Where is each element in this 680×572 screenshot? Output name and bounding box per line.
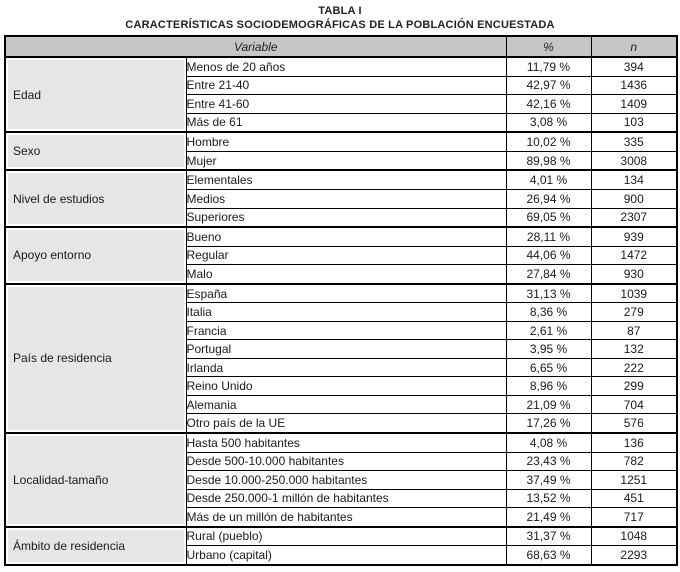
percent-cell: 2,61 % xyxy=(506,321,591,339)
percent-cell: 42,97 % xyxy=(506,76,591,94)
table-row xyxy=(5,170,677,189)
group-cell-apoyo-entorno xyxy=(5,227,186,284)
value-cell: Otro país de la UE xyxy=(186,414,506,433)
header-variable: Variable xyxy=(5,36,506,57)
count-cell: 717 xyxy=(591,508,677,527)
percent-cell: 10,02 % xyxy=(506,132,591,151)
table-caption: CARACTERÍSTICAS SOCIODEMOGRÁFICAS DE LA POBLACIÓN ENCUESTADA xyxy=(125,19,555,31)
percent-cell: 69,05 % xyxy=(506,208,591,227)
table-row xyxy=(5,527,677,546)
count-cell: 1048 xyxy=(591,527,677,546)
value-cell: Hombre xyxy=(186,132,506,151)
percent-cell: 31,37 % xyxy=(506,527,591,546)
percent-cell: 3,08 % xyxy=(506,113,591,132)
value-cell: Elementales xyxy=(186,170,506,189)
percent-cell: 4,08 % xyxy=(506,433,591,452)
percent-cell: 8,36 % xyxy=(506,303,591,321)
group-cell-edad xyxy=(5,57,186,132)
count-cell: 1472 xyxy=(591,246,677,264)
table-title-block xyxy=(0,0,680,32)
percent-cell: 17,26 % xyxy=(506,414,591,433)
count-cell: 299 xyxy=(591,377,677,395)
header-n: n xyxy=(591,36,677,57)
percent-cell: 42,16 % xyxy=(506,95,591,113)
header-row xyxy=(5,36,677,57)
group-cell-nivel-de-estudios xyxy=(5,170,186,227)
count-cell: 1436 xyxy=(591,76,677,94)
count-cell: 222 xyxy=(591,358,677,376)
count-cell: 1251 xyxy=(591,471,677,489)
value-cell: Hasta 500 habitantes xyxy=(186,433,506,452)
percent-cell: 68,63 % xyxy=(506,546,591,565)
count-cell: 134 xyxy=(591,170,677,189)
group-label: Ámbito de residencia xyxy=(8,530,184,562)
value-cell: Más de 61 xyxy=(186,113,506,132)
header-percent: % xyxy=(506,36,591,57)
count-cell: 103 xyxy=(591,113,677,132)
count-cell: 3008 xyxy=(591,151,677,170)
sociodemographics-table xyxy=(4,35,678,566)
group-label: Nivel de estudios xyxy=(8,173,184,224)
value-cell: Entre 41-60 xyxy=(186,95,506,113)
table-number: TABLA I xyxy=(318,5,362,17)
count-cell: 900 xyxy=(591,190,677,208)
value-cell: Más de un millón de habitantes xyxy=(186,508,506,527)
percent-cell: 13,52 % xyxy=(506,489,591,507)
count-cell: 394 xyxy=(591,57,677,76)
value-cell: Rural (pueblo) xyxy=(186,527,506,546)
table-row xyxy=(5,284,677,303)
percent-cell: 21,09 % xyxy=(506,395,591,413)
count-cell: 87 xyxy=(591,321,677,339)
group-cell-sexo xyxy=(5,132,186,170)
value-cell: España xyxy=(186,284,506,303)
group-label: País de residencia xyxy=(8,287,184,430)
count-cell: 136 xyxy=(591,433,677,452)
count-cell: 2293 xyxy=(591,546,677,565)
percent-cell: 3,95 % xyxy=(506,340,591,358)
value-cell: Superiores xyxy=(186,208,506,227)
percent-cell: 28,11 % xyxy=(506,227,591,246)
percent-cell: 21,49 % xyxy=(506,508,591,527)
count-cell: 335 xyxy=(591,132,677,151)
percent-cell: 23,43 % xyxy=(506,452,591,470)
percent-cell: 26,94 % xyxy=(506,190,591,208)
value-cell: Menos de 20 años xyxy=(186,57,506,76)
percent-cell: 11,79 % xyxy=(506,57,591,76)
count-cell: 279 xyxy=(591,303,677,321)
value-cell: Mujer xyxy=(186,151,506,170)
value-cell: Irlanda xyxy=(186,358,506,376)
group-label: Edad xyxy=(8,60,184,129)
count-cell: 1409 xyxy=(591,95,677,113)
count-cell: 939 xyxy=(591,227,677,246)
value-cell: Alemania xyxy=(186,395,506,413)
value-cell: Entre 21-40 xyxy=(186,76,506,94)
percent-cell: 37,49 % xyxy=(506,471,591,489)
value-cell: Italia xyxy=(186,303,506,321)
group-cell-ambito-de-residencia xyxy=(5,527,186,565)
group-cell-pais-de-residencia xyxy=(5,284,186,433)
value-cell: Regular xyxy=(186,246,506,264)
count-cell: 782 xyxy=(591,452,677,470)
count-cell: 704 xyxy=(591,395,677,413)
group-cell-localidad-tamano xyxy=(5,433,186,527)
percent-cell: 8,96 % xyxy=(506,377,591,395)
count-cell: 132 xyxy=(591,340,677,358)
value-cell: Francia xyxy=(186,321,506,339)
table-row xyxy=(5,57,677,76)
count-cell: 930 xyxy=(591,265,677,284)
value-cell: Malo xyxy=(186,265,506,284)
percent-cell: 4,01 % xyxy=(506,170,591,189)
table-row xyxy=(5,132,677,151)
value-cell: Desde 10.000-250.000 habitantes xyxy=(186,471,506,489)
table-row xyxy=(5,227,677,246)
percent-cell: 44,06 % xyxy=(506,246,591,264)
percent-cell: 6,65 % xyxy=(506,358,591,376)
value-cell: Medios xyxy=(186,190,506,208)
group-label: Sexo xyxy=(8,135,184,167)
value-cell: Urbano (capital) xyxy=(186,546,506,565)
percent-cell: 31,13 % xyxy=(506,284,591,303)
count-cell: 2307 xyxy=(591,208,677,227)
count-cell: 1039 xyxy=(591,284,677,303)
value-cell: Portugal xyxy=(186,340,506,358)
percent-cell: 89,98 % xyxy=(506,151,591,170)
percent-cell: 27,84 % xyxy=(506,265,591,284)
table-row xyxy=(5,433,677,452)
group-label: Localidad-tamaño xyxy=(8,436,184,524)
group-label: Apoyo entorno xyxy=(8,230,184,281)
value-cell: Desde 250.000-1 millón de habitantes xyxy=(186,489,506,507)
value-cell: Reino Unido xyxy=(186,377,506,395)
count-cell: 451 xyxy=(591,489,677,507)
value-cell: Desde 500-10.000 habitantes xyxy=(186,452,506,470)
value-cell: Bueno xyxy=(186,227,506,246)
count-cell: 576 xyxy=(591,414,677,433)
